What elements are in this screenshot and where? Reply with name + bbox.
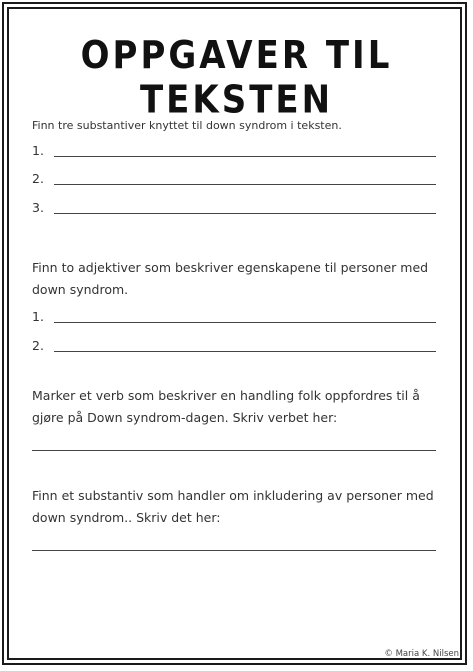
task3-prompt: [32, 385, 442, 429]
answer-rule: [54, 310, 436, 323]
task1-answer-1[interactable]: [32, 141, 436, 159]
task3-prompt-line2: gjøre på Down syndrom-dagen. Skriv verbet her:: [32, 410, 338, 425]
task2-answer-1[interactable]: [32, 307, 436, 325]
answer-rule: [54, 144, 436, 157]
answer-number: 1.: [32, 143, 44, 158]
answer-number: 2.: [32, 171, 44, 186]
answer-rule: [54, 172, 436, 185]
task3-prompt-line1: Marker et verb som beskriver en handling folk oppfordres til å: [32, 388, 420, 403]
task2-answer-2[interactable]: [32, 336, 436, 354]
task2-prompt-line2: down syndrom.: [32, 282, 129, 297]
task4-prompt-line1: Finn et substantiv som handler om inkludering av personer med: [32, 488, 434, 503]
answer-number: 2.: [32, 338, 44, 353]
task4-prompt-line2: down syndrom.. Skriv det her:: [32, 510, 221, 525]
task2-prompt: [32, 257, 442, 301]
task1-answer-2[interactable]: [32, 169, 436, 187]
task3-answer-line[interactable]: [32, 450, 436, 451]
task2-prompt-line1: Finn to adjektiver som beskriver egenskapene til personer med: [32, 260, 429, 275]
task1-answer-3[interactable]: [32, 198, 436, 216]
answer-number: 1.: [32, 309, 44, 324]
page-title: OPPGAVER TIL TEKSTEN: [80, 33, 393, 123]
answer-rule: [54, 201, 436, 214]
answer-number: 3.: [32, 200, 44, 215]
task4-prompt: [32, 485, 442, 529]
task4-answer-line[interactable]: [32, 550, 436, 551]
copyright-note: © Maria K. Nilsen: [384, 649, 459, 659]
task1-prompt: Finn tre substantiver knyttet til down syndrom i teksten.: [32, 119, 342, 132]
answer-rule: [54, 339, 436, 352]
